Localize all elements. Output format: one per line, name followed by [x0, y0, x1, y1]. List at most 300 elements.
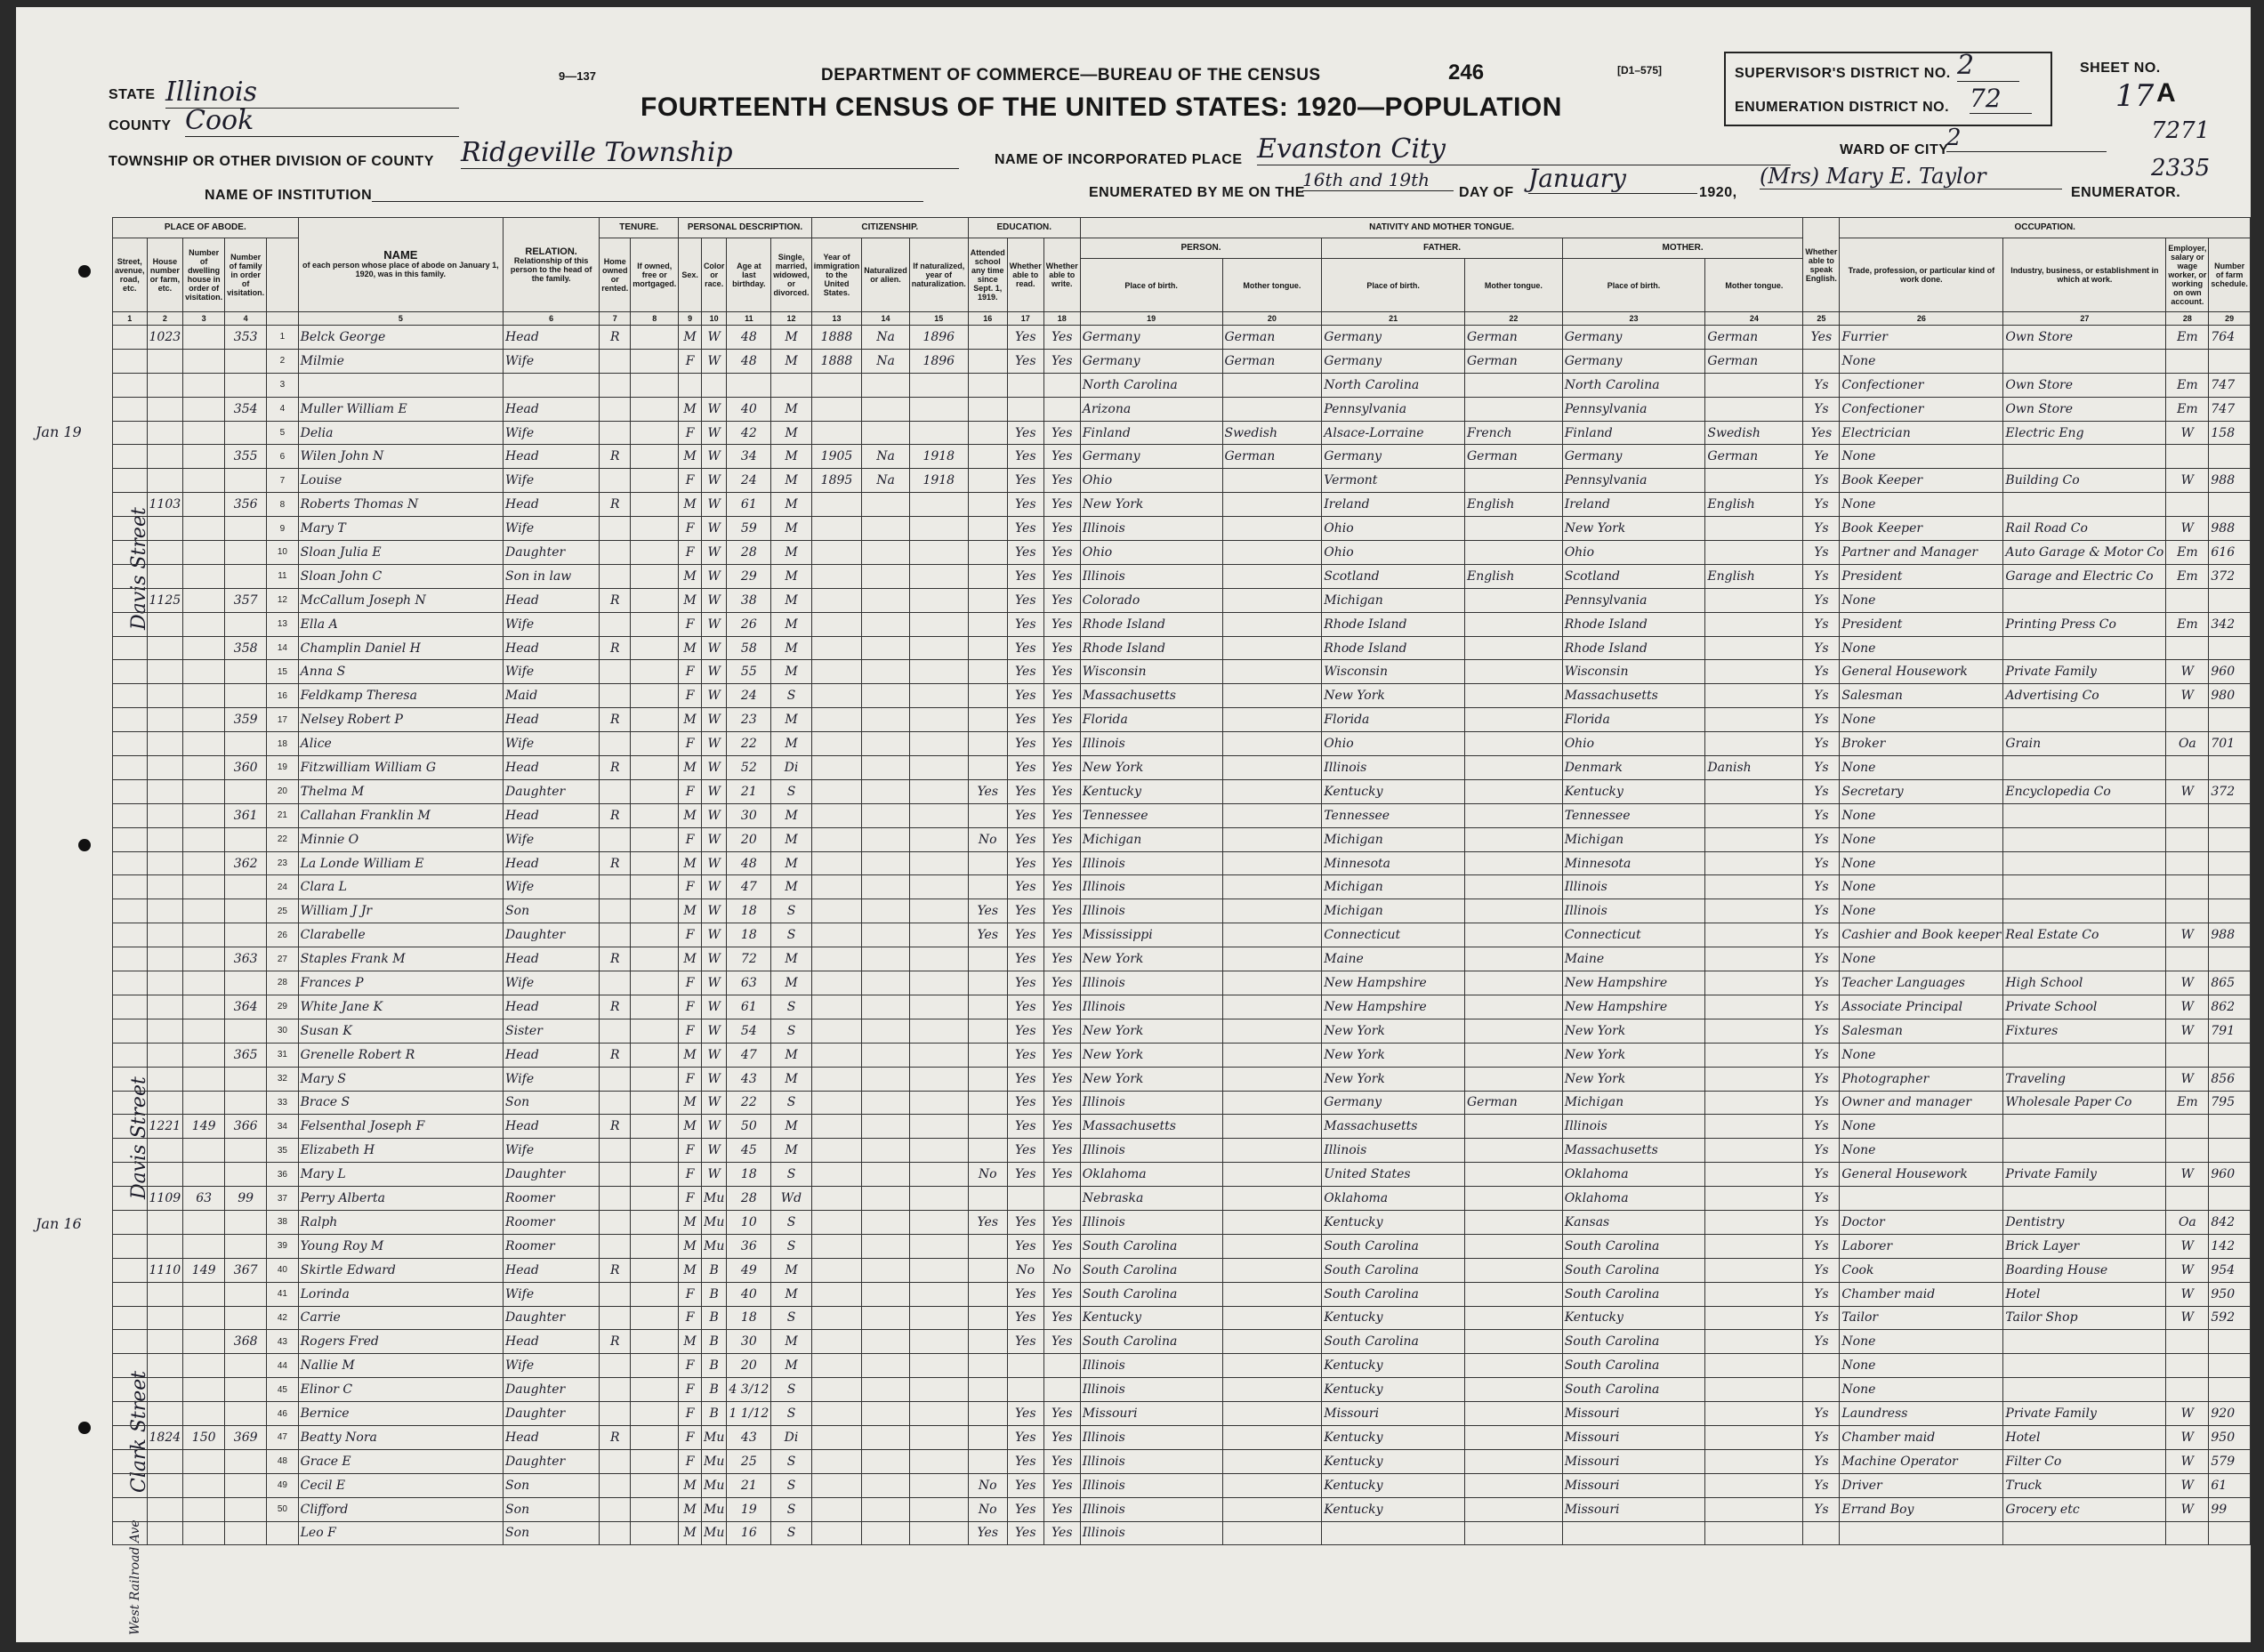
person-name: Felsenthal Joseph F — [298, 1115, 503, 1139]
owned-cell: R — [600, 588, 631, 612]
tongue-cell — [1222, 779, 1322, 803]
birthplace-cell: Rhode Island — [1080, 612, 1222, 636]
line-number: 8 — [267, 493, 298, 517]
mother-birthplace-cell: Germany — [1562, 349, 1705, 373]
father-tongue-cell — [1464, 1043, 1562, 1067]
nat-year-cell — [909, 1019, 968, 1043]
table-row — [113, 1354, 2251, 1378]
immigration-cell — [811, 708, 862, 732]
naturalized-cell — [862, 636, 910, 660]
birthplace-cell: Illinois — [1080, 995, 1222, 1019]
tongue-cell — [1222, 1306, 1322, 1330]
mother-birthplace-cell: Finland — [1562, 421, 1705, 445]
father-tongue-cell — [1464, 660, 1562, 684]
mother-tongue-cell — [1705, 612, 1803, 636]
school-cell — [968, 1402, 1007, 1426]
school-cell: Yes — [968, 779, 1007, 803]
sex-cell: F — [679, 612, 702, 636]
trade-cell: Secretary — [1840, 779, 2003, 803]
trade-cell: Confectioner — [1840, 397, 2003, 421]
table-row — [113, 1330, 2251, 1354]
write-cell: Yes — [1043, 923, 1080, 947]
person-name: Louise — [298, 469, 503, 493]
table-row — [113, 1425, 2251, 1449]
naturalized-cell — [862, 1306, 910, 1330]
tongue-cell — [1222, 588, 1322, 612]
family-cell: 369 — [225, 1425, 267, 1449]
column-number: 26 — [1840, 312, 2003, 326]
person-name: Nallie M — [298, 1354, 503, 1378]
family-cell — [225, 1282, 267, 1306]
code-cell: 980 — [2209, 684, 2251, 708]
line-number: 2 — [267, 349, 298, 373]
tongue-cell — [1222, 1449, 1322, 1473]
dwelling-cell — [183, 493, 225, 517]
nat-year-cell — [909, 397, 968, 421]
mother-tongue-cell — [1705, 1019, 1803, 1043]
race-cell: Mu — [701, 1234, 727, 1258]
line-number: 9 — [267, 517, 298, 541]
school-cell — [968, 1019, 1007, 1043]
read-cell: Yes — [1007, 636, 1043, 660]
birthplace-cell: South Carolina — [1080, 1234, 1222, 1258]
naturalized-cell — [862, 1163, 910, 1187]
immigration-cell — [811, 421, 862, 445]
english-cell: Ys — [1803, 1497, 1840, 1521]
write-cell: Yes — [1043, 421, 1080, 445]
birthplace-cell: Tennessee — [1080, 803, 1222, 827]
age-cell: 25 — [727, 1449, 771, 1473]
father-tongue-cell — [1464, 803, 1562, 827]
industry-cell — [2003, 875, 2166, 899]
english-cell: Ys — [1803, 1330, 1840, 1354]
nat-year-cell — [909, 1091, 968, 1115]
dwelling-cell: 149 — [183, 1258, 225, 1282]
column-number-row — [113, 312, 2251, 326]
nat-year-cell — [909, 708, 968, 732]
person-name: Staples Frank M — [298, 947, 503, 971]
street-cell — [113, 899, 148, 923]
english-cell: Ys — [1803, 684, 1840, 708]
employer-cell — [2166, 947, 2209, 971]
street-cell — [113, 1473, 148, 1497]
code-cell: 372 — [2209, 564, 2251, 588]
table-row — [113, 875, 2251, 899]
english-cell: Ys — [1803, 899, 1840, 923]
race-cell: W — [701, 660, 727, 684]
owned-cell: R — [600, 445, 631, 469]
industry-cell — [2003, 827, 2166, 851]
sex-cell: F — [679, 827, 702, 851]
race-cell: W — [701, 923, 727, 947]
father-tongue-cell — [1464, 1330, 1562, 1354]
line-number: 34 — [267, 1115, 298, 1139]
immigration-cell — [811, 636, 862, 660]
column-number: 23 — [1562, 312, 1705, 326]
sex-cell: M — [679, 1497, 702, 1521]
enumerator-label: ENUMERATOR. — [2071, 185, 2181, 200]
family-cell — [225, 875, 267, 899]
school-cell — [968, 1258, 1007, 1282]
naturalized-cell — [862, 827, 910, 851]
mother-tongue-cell — [1705, 1115, 1803, 1139]
school-cell — [968, 995, 1007, 1019]
industry-cell — [2003, 756, 2166, 780]
place-label: NAME OF INCORPORATED PLACE — [995, 152, 1243, 167]
write-cell: Yes — [1043, 541, 1080, 565]
free-cell — [631, 1067, 679, 1091]
street-cell — [113, 1330, 148, 1354]
industry-cell — [2003, 493, 2166, 517]
write-cell: Yes — [1043, 947, 1080, 971]
marital-cell: M — [771, 541, 812, 565]
read-cell: Yes — [1007, 1043, 1043, 1067]
mother-birthplace-cell: Scotland — [1562, 564, 1705, 588]
read-cell: Yes — [1007, 1234, 1043, 1258]
relation-cell: Wife — [504, 875, 600, 899]
immigration-cell — [811, 947, 862, 971]
tongue-cell — [1222, 1258, 1322, 1282]
father-birthplace-cell: New Hampshire — [1322, 995, 1465, 1019]
table-row — [113, 1306, 2251, 1330]
free-cell — [631, 1330, 679, 1354]
sex-cell: M — [679, 851, 702, 875]
industry-cell — [2003, 803, 2166, 827]
school-cell — [968, 493, 1007, 517]
race-cell: W — [701, 875, 727, 899]
street-cell — [113, 708, 148, 732]
english-cell: Ys — [1803, 397, 1840, 421]
marital-cell: S — [771, 1402, 812, 1426]
dwelling-cell — [183, 326, 225, 350]
english-cell: Ys — [1803, 1115, 1840, 1139]
code-cell — [2209, 636, 2251, 660]
stamp-number: 246 — [1448, 60, 1485, 85]
family-cell — [225, 1497, 267, 1521]
person-name: Minnie O — [298, 827, 503, 851]
read-cell: Yes — [1007, 469, 1043, 493]
code-cell: 342 — [2209, 612, 2251, 636]
house-number-cell — [147, 684, 183, 708]
family-cell — [225, 827, 267, 851]
code-cell: 842 — [2209, 1210, 2251, 1234]
birthplace-cell: Illinois — [1080, 1521, 1222, 1545]
free-cell — [631, 1163, 679, 1187]
street-cell — [113, 1019, 148, 1043]
sex-cell: F — [679, 1378, 702, 1402]
read-cell: Yes — [1007, 803, 1043, 827]
read-cell — [1007, 1354, 1043, 1378]
industry-cell: Dentistry — [2003, 1210, 2166, 1234]
table-row — [113, 1091, 2251, 1115]
person-name: William J Jr — [298, 899, 503, 923]
family-cell — [225, 564, 267, 588]
person-name: Nelsey Robert P — [298, 708, 503, 732]
naturalized-cell — [862, 1019, 910, 1043]
english-cell: Ys — [1803, 708, 1840, 732]
sheet-label: SHEET NO. — [2080, 60, 2161, 76]
father-birthplace-cell: Ireland — [1322, 493, 1465, 517]
age-cell — [727, 373, 771, 397]
age-cell: 50 — [727, 1115, 771, 1139]
immigration-cell — [811, 732, 862, 756]
write-cell: Yes — [1043, 684, 1080, 708]
free-cell — [631, 541, 679, 565]
free-cell — [631, 1378, 679, 1402]
code-cell — [2209, 1043, 2251, 1067]
employer-cell — [2166, 875, 2209, 899]
relation-cell: Head — [504, 851, 600, 875]
father-tongue-cell — [1464, 1449, 1562, 1473]
code-cell — [2209, 899, 2251, 923]
write-cell: Yes — [1043, 756, 1080, 780]
employer-cell — [2166, 1115, 2209, 1139]
father-birthplace-cell: New York — [1322, 684, 1465, 708]
house-number-cell — [147, 1234, 183, 1258]
immigration-cell — [811, 779, 862, 803]
father-birthplace-cell: New York — [1322, 1067, 1465, 1091]
dwelling-cell — [183, 1282, 225, 1306]
employer-cell — [2166, 1043, 2209, 1067]
marital-cell: M — [771, 803, 812, 827]
school-cell — [968, 732, 1007, 756]
father-tongue-cell — [1464, 995, 1562, 1019]
code-cell — [2209, 947, 2251, 971]
owned-cell — [600, 684, 631, 708]
father-tongue-cell — [1464, 1402, 1562, 1426]
school-cell — [968, 1187, 1007, 1211]
group-occupation: OCCUPATION. — [1840, 218, 2251, 238]
birthplace-cell: Ohio — [1080, 469, 1222, 493]
nat-year-cell — [909, 899, 968, 923]
write-cell: Yes — [1043, 875, 1080, 899]
owned-cell: R — [600, 803, 631, 827]
tongue-cell — [1222, 732, 1322, 756]
race-cell: B — [701, 1258, 727, 1282]
tongue-cell — [1222, 1282, 1322, 1306]
house-number-cell — [147, 1282, 183, 1306]
age-cell: 28 — [727, 541, 771, 565]
trade-cell: None — [1840, 493, 2003, 517]
mother-tongue-cell — [1705, 1067, 1803, 1091]
employer-cell: W — [2166, 1282, 2209, 1306]
mother-birthplace-cell: South Carolina — [1562, 1282, 1705, 1306]
marital-cell: M — [771, 636, 812, 660]
tongue-cell — [1222, 708, 1322, 732]
free-cell — [631, 708, 679, 732]
father-tongue-cell — [1464, 947, 1562, 971]
owned-cell — [600, 373, 631, 397]
age-cell: 42 — [727, 421, 771, 445]
col-family: Number of family in order of visitation. — [225, 238, 267, 312]
race-cell: W — [701, 803, 727, 827]
write-cell: Yes — [1043, 1210, 1080, 1234]
father-birthplace-cell: South Carolina — [1322, 1258, 1465, 1282]
nat-year-cell — [909, 851, 968, 875]
table-row — [113, 1521, 2251, 1545]
family-cell — [225, 1306, 267, 1330]
line-number: 38 — [267, 1210, 298, 1234]
nat-year-cell — [909, 923, 968, 947]
family-cell — [225, 373, 267, 397]
birthplace-cell: Arizona — [1080, 397, 1222, 421]
employer-cell — [2166, 899, 2209, 923]
father-birthplace-cell: Pennsylvania — [1322, 397, 1465, 421]
write-cell: Yes — [1043, 564, 1080, 588]
line-number: 21 — [267, 803, 298, 827]
table-row — [113, 349, 2251, 373]
free-cell — [631, 421, 679, 445]
free-cell — [631, 1306, 679, 1330]
marital-cell: M — [771, 708, 812, 732]
immigration-cell: 1888 — [811, 349, 862, 373]
write-cell: Yes — [1043, 445, 1080, 469]
line-number: 5 — [267, 421, 298, 445]
enumerated-month: January — [1528, 164, 1697, 194]
race-cell: W — [701, 349, 727, 373]
line-number: 19 — [267, 756, 298, 780]
english-cell: Ys — [1803, 947, 1840, 971]
write-cell: Yes — [1043, 708, 1080, 732]
owned-cell: R — [600, 995, 631, 1019]
table-row — [113, 1473, 2251, 1497]
school-cell — [968, 1449, 1007, 1473]
race-cell: W — [701, 779, 727, 803]
naturalized-cell — [862, 708, 910, 732]
nat-year-cell — [909, 612, 968, 636]
dwelling-cell — [183, 1497, 225, 1521]
line-number — [267, 1521, 298, 1545]
house-number-cell — [147, 756, 183, 780]
industry-cell: Real Estate Co — [2003, 923, 2166, 947]
race-cell: W — [701, 995, 727, 1019]
code-cell — [2209, 1378, 2251, 1402]
mother-birthplace-cell: Rhode Island — [1562, 636, 1705, 660]
father-birthplace-cell: Vermont — [1322, 469, 1465, 493]
age-cell: 59 — [727, 517, 771, 541]
owned-cell — [600, 612, 631, 636]
immigration-cell — [811, 851, 862, 875]
enumerated-year: 1920, — [1699, 185, 1737, 200]
nat-year-cell — [909, 1521, 968, 1545]
relation-cell: Head — [504, 947, 600, 971]
write-cell: Yes — [1043, 326, 1080, 350]
house-number-cell — [147, 1354, 183, 1378]
house-number-cell — [147, 1306, 183, 1330]
street-cell — [113, 947, 148, 971]
col-free: If owned, free or mortgaged. — [631, 238, 679, 312]
tongue-cell — [1222, 827, 1322, 851]
column-number: 14 — [862, 312, 910, 326]
read-cell: Yes — [1007, 660, 1043, 684]
school-cell — [968, 1282, 1007, 1306]
sex-cell: F — [679, 1019, 702, 1043]
table-row — [113, 923, 2251, 947]
marital-cell: M — [771, 971, 812, 995]
tongue-cell — [1222, 803, 1322, 827]
school-cell — [968, 708, 1007, 732]
mother-tongue-cell — [1705, 779, 1803, 803]
street-cell — [113, 445, 148, 469]
street-cell — [113, 1402, 148, 1426]
father-tongue-cell — [1464, 732, 1562, 756]
immigration-cell — [811, 1425, 862, 1449]
father-tongue-cell — [1464, 1019, 1562, 1043]
house-number-cell — [147, 947, 183, 971]
father-tongue-cell — [1464, 373, 1562, 397]
mother-birthplace-cell: New Hampshire — [1562, 971, 1705, 995]
dwelling-cell — [183, 1067, 225, 1091]
mother-tongue-cell: English — [1705, 564, 1803, 588]
owned-cell — [600, 1091, 631, 1115]
employer-cell: W — [2166, 1473, 2209, 1497]
race-cell: Mu — [701, 1497, 727, 1521]
industry-cell: Garage and Electric Co — [2003, 564, 2166, 588]
house-number-cell: 1110 — [147, 1258, 183, 1282]
line-number: 37 — [267, 1187, 298, 1211]
race-cell: W — [701, 1067, 727, 1091]
naturalized-cell — [862, 517, 910, 541]
person-name: Young Roy M — [298, 1234, 503, 1258]
english-cell: Ys — [1803, 803, 1840, 827]
employer-cell — [2166, 1330, 2209, 1354]
family-cell: 357 — [225, 588, 267, 612]
father-birthplace-cell: New York — [1322, 1043, 1465, 1067]
house-number-cell — [147, 1043, 183, 1067]
read-cell: Yes — [1007, 541, 1043, 565]
read-cell — [1007, 1187, 1043, 1211]
street-cell — [113, 779, 148, 803]
age-cell: 19 — [727, 1497, 771, 1521]
street-cell — [113, 564, 148, 588]
table-row — [113, 708, 2251, 732]
english-cell: Ys — [1803, 1187, 1840, 1211]
age-cell: 22 — [727, 732, 771, 756]
sex-cell: F — [679, 971, 702, 995]
table-row — [113, 1258, 2251, 1282]
father-birthplace-cell: New York — [1322, 1019, 1465, 1043]
dwelling-cell — [183, 1354, 225, 1378]
naturalized-cell — [862, 588, 910, 612]
marital-cell: S — [771, 1497, 812, 1521]
column-number: 20 — [1222, 312, 1322, 326]
race-cell: W — [701, 1091, 727, 1115]
person-name: Clara L — [298, 875, 503, 899]
table-row — [113, 397, 2251, 421]
nat-year-cell — [909, 541, 968, 565]
father-birthplace-cell: Minnesota — [1322, 851, 1465, 875]
employer-cell: W — [2166, 469, 2209, 493]
english-cell: Ys — [1803, 373, 1840, 397]
code-cell: 616 — [2209, 541, 2251, 565]
dwelling-cell — [183, 875, 225, 899]
employer-cell — [2166, 827, 2209, 851]
sheet-letter: A — [2156, 78, 2176, 108]
read-cell: Yes — [1007, 1139, 1043, 1163]
employer-cell: Oa — [2166, 1210, 2209, 1234]
family-cell — [225, 660, 267, 684]
relation-cell: Wife — [504, 517, 600, 541]
line-number: 23 — [267, 851, 298, 875]
column-number: 19 — [1080, 312, 1222, 326]
father-birthplace-cell: Michigan — [1322, 827, 1465, 851]
birthplace-cell: Illinois — [1080, 1354, 1222, 1378]
naturalized-cell — [862, 1115, 910, 1139]
sex-cell: M — [679, 708, 702, 732]
school-cell — [968, 397, 1007, 421]
english-cell: Ys — [1803, 923, 1840, 947]
tongue-cell — [1222, 1497, 1322, 1521]
